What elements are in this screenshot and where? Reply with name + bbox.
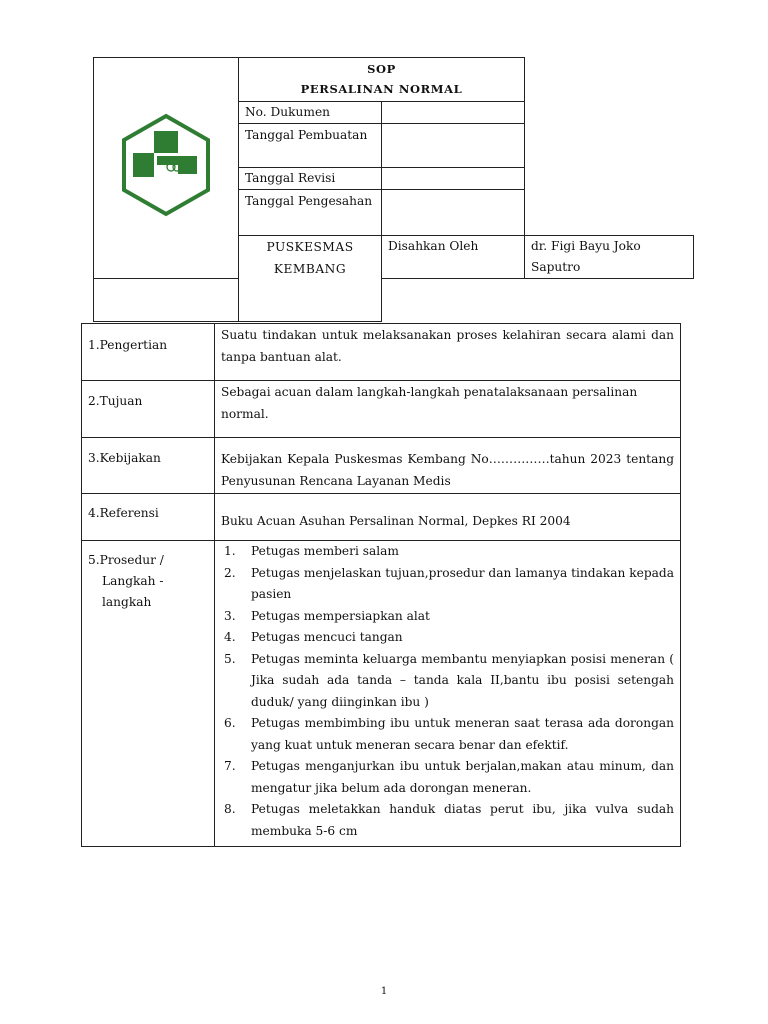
step-number: 2. bbox=[224, 565, 236, 580]
step-text: Petugas memberi salam bbox=[251, 544, 399, 558]
revision-date-label: Tanggal Revisi bbox=[239, 168, 382, 190]
procedure-step bbox=[221, 799, 674, 842]
revision-date-value bbox=[382, 168, 525, 190]
section-label-prosedur bbox=[82, 541, 215, 847]
step-text: Petugas meminta keluarga membantu menyiapkan posisi meneran ( Jika sudah ada tanda – tanda kala II,bantu ibu posisi setengah duduk/ yang diinginkan ibu ) bbox=[251, 651, 674, 709]
organization-location: KEMBANG bbox=[273, 262, 347, 276]
sop-label: SOP bbox=[367, 62, 396, 76]
prosedur-label-line2: Langkah - bbox=[102, 574, 164, 588]
step-text: Petugas membimbing ibu untuk meneran saat terasa ada dorongan yang kuat untuk meneran secara benar dan efektif. bbox=[251, 716, 674, 752]
page-number: 1 bbox=[380, 986, 388, 997]
section-label-referensi: 4.Referensi bbox=[82, 494, 215, 541]
sop-body-table bbox=[81, 323, 681, 847]
section-text-referensi: Buku Acuan Asuhan Persalinan Normal, Depkes RI 2004 bbox=[215, 494, 681, 541]
step-number: 4. bbox=[224, 630, 236, 644]
logo-cell bbox=[94, 58, 239, 279]
procedure-step bbox=[221, 627, 674, 649]
procedure-step bbox=[221, 649, 674, 714]
prosedur-label-line1: 5.Prosedur / bbox=[88, 553, 164, 567]
organization-name: PUSKESMAS bbox=[266, 240, 354, 254]
doc-number-label: No. Dukumen bbox=[239, 102, 382, 124]
sop-title-cell bbox=[239, 58, 525, 102]
procedure-step bbox=[221, 756, 674, 799]
approved-by-value: dr. Figi Bayu Joko Saputro bbox=[525, 236, 694, 279]
section-text-pengertian: Suatu tindakan untuk melaksanakan proses kelahiran secara alami dan tanpa bantuan alat. bbox=[215, 324, 681, 381]
step-number: 6. bbox=[224, 716, 236, 730]
section-text-tujuan: Sebagai acuan dalam langkah-langkah penatalaksanaan persalinan normal. bbox=[215, 381, 681, 438]
step-number: 3. bbox=[224, 608, 236, 623]
sop-header-table bbox=[93, 57, 694, 322]
procedure-step bbox=[221, 541, 674, 563]
puskesmas-logo-icon bbox=[120, 113, 212, 217]
created-date-label: Tanggal Pembuatan bbox=[239, 124, 382, 168]
section-label-kebijakan: 3.Kebijakan bbox=[82, 438, 215, 494]
signature-cell bbox=[94, 279, 382, 322]
procedure-step bbox=[221, 713, 674, 756]
section-text-kebijakan: Kebijakan Kepala Puskesmas Kembang No……………tahun 2023 tentang Penyusunan Rencana Layanan Medis bbox=[215, 438, 681, 494]
prosedur-label-line3: langkah bbox=[102, 595, 152, 609]
step-text: Petugas mempersiapkan alat bbox=[251, 608, 430, 623]
page-title: PERSALINAN NORMAL bbox=[300, 82, 463, 96]
procedure-steps-cell bbox=[215, 541, 681, 847]
procedure-step bbox=[221, 563, 674, 606]
step-number: 7. bbox=[224, 759, 236, 773]
procedure-steps-list bbox=[221, 541, 674, 842]
step-number: 8. bbox=[224, 802, 236, 816]
step-text: Petugas menjelaskan tujuan,prosedur dan lamanya tindakan kepada pasien bbox=[251, 565, 674, 601]
approved-by-label: Disahkan Oleh bbox=[382, 236, 525, 279]
created-date-value bbox=[382, 124, 525, 168]
section-label-tujuan: 2.Tujuan bbox=[82, 381, 215, 438]
approval-date-label: Tanggal Pengesahan bbox=[239, 190, 382, 236]
step-number: 1. bbox=[224, 544, 236, 558]
doc-number-value bbox=[382, 102, 525, 124]
step-text: Petugas mencuci tangan bbox=[251, 630, 403, 644]
step-text: Petugas menganjurkan ibu untuk berjalan,makan atau minum, dan mengatur jika belum ada dorongan meneran. bbox=[251, 759, 674, 795]
step-number: 5. bbox=[224, 651, 236, 666]
section-label-pengertian: 1.Pengertian bbox=[82, 324, 215, 381]
step-text: Petugas meletakkan handuk diatas perut ibu, jika vulva sudah membuka 5-6 cm bbox=[251, 802, 674, 838]
procedure-step bbox=[221, 606, 674, 628]
approval-date-value bbox=[382, 190, 525, 236]
